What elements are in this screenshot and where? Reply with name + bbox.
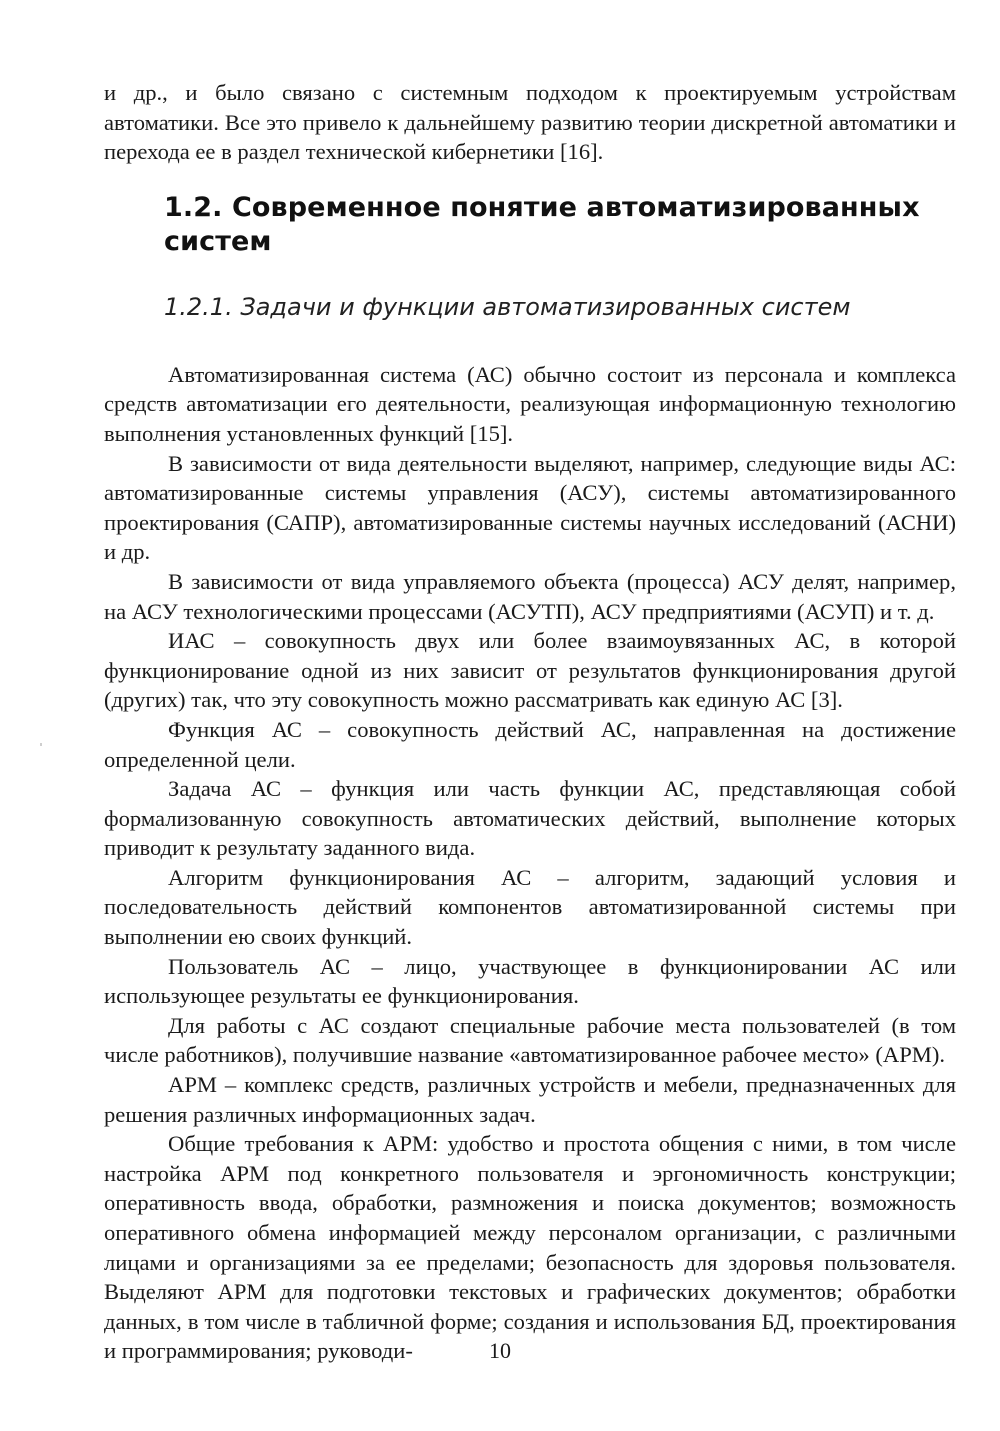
body-text xyxy=(104,360,956,1366)
subsection-heading: 1.2.1. Задачи и функции автоматизированных систем xyxy=(164,292,851,321)
paragraph: АРМ – комплекс средств, различных устройств и мебели, предназначенных для решения различных информационных задач. xyxy=(104,1072,956,1127)
paragraph: Общие требования к АРМ: удобство и простота общения с ними, в том числе настройка АРМ под конкретного пользователя и эргономичность конструкции; оперативность ввода, обработки, размножения и поиска документов; возможность оперативного обмена информацией между персоналом организации, с различными лицами и организациями за ее пределами; безопасность для здоровья пользователя. Выделяют АРМ для подготовки текстовых и графических документов; обработки данных, в том числе в табличной форме; создания и использования БД, проектирования и программирования; руководи- xyxy=(104,1131,956,1364)
scan-artifact-dot xyxy=(40,743,42,746)
paragraph: Задача АС – функция или часть функции АС, представляющая собой формализованную совокупность автоматических действий, выполнение которых приводит к результату заданного вида. xyxy=(104,776,956,861)
paragraph: Автоматизированная система (АС) обычно состоит из персонала и комплекса средств автоматизации его деятельности, реализующая информационную технологию выполнения установленных функций [15]. xyxy=(104,361,956,446)
paragraph: Пользователь АС – лицо, участвующее в функционировании АС или использующее результаты ее функционирования. xyxy=(104,953,956,1009)
paragraph: ИАС – совокупность двух или более взаимоувязанных АС, в которой функционирование одной из них зависит от результатов функционирования другой (других) так, что эту совокупность можно рассматривать как единую АС [3]. xyxy=(104,628,956,713)
paragraph: Функция АС – совокупность действий АС, направленная на достижение определенной цели. xyxy=(104,716,956,772)
section-heading: 1.2. Современное понятие автоматизированных систем xyxy=(164,191,920,257)
document-page xyxy=(104,78,956,1366)
paragraph: В зависимости от вида управляемого объекта (процесса) АСУ делят, например, на АСУ технологическими процессами (АСУТП), АСУ предприятиями (АСУП) и т. д. xyxy=(104,568,956,624)
paragraph: Для работы с АС создают специальные рабочие места пользователей (в том числе работников), получившие название «автоматизированное рабочее место» (АРМ). xyxy=(104,1012,956,1068)
paragraph: Алгоритм функционирования АС – алгоритм, задающий условия и последовательность действий компонентов автоматизированной системы при выполнении ею своих функций. xyxy=(104,864,956,950)
paragraph: В зависимости от вида деятельности выделяют, например, следующие виды АС: автоматизированные системы управления (АСУ), системы автоматизированного проектирования (САПР), автоматизированные системы научных исследований (АСНИ) и др. xyxy=(104,450,956,565)
intro-paragraph: и др., и было связано с системным подходом к проектируемым устройствам автоматики. Все это привело к дальнейшему развитию теории дискретной автоматики и перехода ее в раздел технической кибернетики [16]. xyxy=(104,80,956,165)
page-number: 10 xyxy=(489,1338,511,1363)
